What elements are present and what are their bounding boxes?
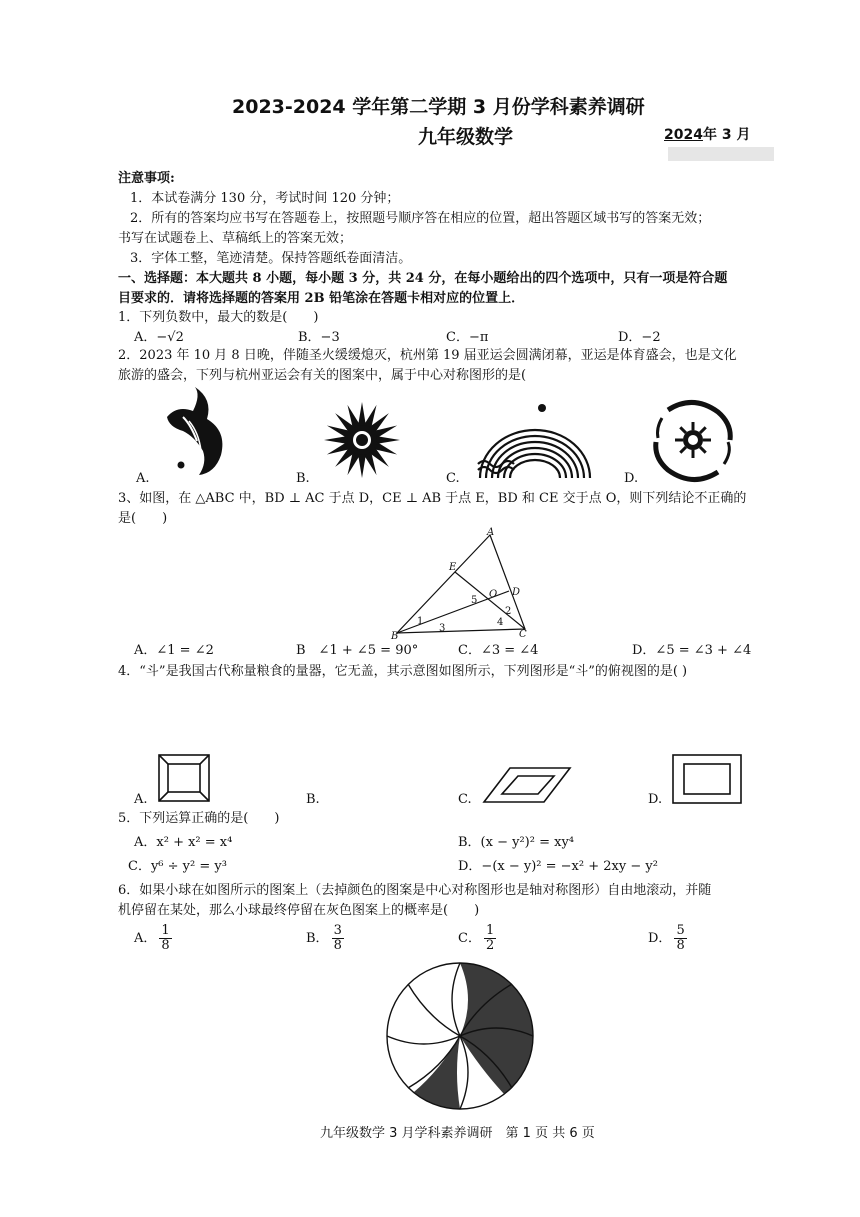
q4-option-c: C.	[458, 792, 472, 807]
fraction-denominator: 2	[485, 938, 495, 953]
q6-option-a-label: A．	[134, 931, 157, 946]
note-item: 3．字体工整，笔迹清楚。保持答题纸卷面清洁。	[130, 251, 412, 266]
q6-option-b	[306, 924, 344, 953]
q4-option-d: D.	[648, 792, 663, 807]
q4-option-a-figure	[158, 754, 210, 802]
q4-stem: 4．“斗”是我国古代称量粮食的量器，它无盖，其示意图如图所示，下列图形是“斗”的俯视图的是( )	[118, 664, 688, 679]
section-heading: 一、选择题：本大题共 8 小题，每小题 3 分，共 24 分，在每小题给出的四个选项中，只有一项是符合题	[118, 271, 728, 286]
q6-option-a-fraction	[159, 924, 171, 953]
q3-option-c: C．∠3 = ∠4	[458, 643, 539, 658]
q1-stem: 1．下列负数中，最大的数是( )	[118, 310, 319, 325]
angle-label-3: 3	[439, 623, 446, 634]
point-label-e: E	[449, 562, 457, 573]
q2-option-b: B.	[296, 471, 310, 486]
q6-stem: 6．如果小球在如图所示的图案上（去掉颜色的图案是中心对称图形也是轴对称图形）自由地滚动，并随	[118, 883, 712, 898]
q1-option-c: C．−π	[446, 330, 489, 345]
fraction-denominator: 8	[676, 938, 685, 953]
angle-label-2: 2	[505, 606, 512, 617]
section-heading-cont: 目要求的．请将选择题的答案用 2B 铅笔涂在答题卡相对应的位置上．	[118, 291, 525, 306]
q1-option-a: A．−√2	[134, 330, 184, 345]
q1-option-d: D．−2	[618, 330, 661, 345]
exam-subject: 九年级数学	[418, 126, 514, 148]
q5-option-d: D．−(x − y)² = −x² + 2xy − y²	[458, 859, 658, 874]
fraction-numerator: 3	[333, 923, 342, 938]
scan-smudge	[668, 147, 774, 161]
q3-stem-cont: 是( )	[118, 511, 168, 526]
q6-option-d-label: D．	[648, 931, 672, 946]
exam-title: 2023-2024 学年第二学期 3 月份学科素养调研	[232, 96, 645, 118]
point-label-b: B	[391, 631, 399, 640]
exam-date	[664, 124, 750, 144]
q6-stem-cont: 机停留在某处，那么小球最终停留在灰色图案上的概率是( )	[118, 903, 480, 918]
q2-option-d: D.	[624, 471, 639, 486]
q4-option-d-figure	[672, 754, 742, 804]
angle-label-5: 5	[471, 595, 478, 606]
q3-option-d: D．∠5 = ∠3 + ∠4	[632, 643, 752, 658]
q6-option-d	[648, 924, 687, 953]
q2-option-a: A.	[136, 471, 150, 486]
fraction-numerator: 1	[485, 923, 495, 938]
fraction-numerator: 1	[161, 923, 170, 938]
arc-waves-emblem-figure	[470, 398, 600, 483]
q4-option-b: B.	[306, 792, 320, 807]
shaded-circle-figure	[384, 960, 536, 1112]
q5-option-b: B．(x − y²)² = xy⁴	[458, 835, 574, 850]
q2-stem: 2．2023 年 10 月 8 日晚，伴随圣火缓缓熄灭，杭州第 19 届亚运会圆满闭幕，亚运是体育盛会，也是文化	[118, 348, 737, 363]
q6-option-c	[458, 924, 496, 953]
q2-stem-cont: 旅游的盛会，下列与杭州亚运会有关的图案中，属于中心对称图形的是(	[118, 368, 527, 383]
q6-option-b-label: B．	[306, 931, 329, 946]
notes-heading: 注意事项:	[118, 171, 175, 186]
q6-option-c-label: C．	[458, 931, 481, 946]
q6-option-c-fraction	[484, 924, 496, 953]
note-item: 1．本试卷满分 130 分，考试时间 120 分钟；	[130, 191, 400, 206]
note-item: 2．所有的答案均应书写在答题卷上，按照题号顺序答在相应的位置，超出答题区域书写的答案无效；	[130, 211, 711, 226]
q3-option-a: A．∠1 = ∠2	[134, 643, 214, 658]
q5-stem: 5．下列运算正确的是( )	[118, 811, 280, 826]
q6-option-d-fraction	[674, 924, 686, 953]
swirl-emblem-figure	[648, 398, 738, 483]
q1-option-b: B．−3	[298, 330, 340, 345]
page-footer: 九年级数学 3 月学科素养调研 第 1 页 共 6 页	[320, 1126, 595, 1141]
triangle-abc-figure	[385, 525, 535, 640]
q3-stem: 3、如图，在 △ABC 中，BD ⊥ AC 于点 D，CE ⊥ AB 于点 E，BD 和 CE 交于点 O，则下列结论不正确的	[118, 491, 747, 506]
exam-date-month: 年 3 月	[702, 127, 751, 143]
angle-label-1: 1	[417, 616, 424, 627]
q6-option-a	[134, 924, 172, 953]
whale-emblem-figure	[155, 385, 245, 480]
point-label-d: D	[512, 587, 521, 598]
point-label-o: O	[489, 589, 498, 600]
fraction-denominator: 8	[161, 938, 170, 953]
note-item: 书写在试题卷上、草稿纸上的答案无效；	[118, 231, 353, 246]
q5-option-c: C．y⁶ ÷ y² = y³	[128, 859, 227, 874]
q6-option-b-fraction	[332, 924, 344, 953]
sun-emblem-figure	[322, 400, 402, 480]
point-label-a: A	[487, 527, 495, 538]
exam-date-year: 2024	[664, 127, 703, 143]
angle-label-4: 4	[497, 617, 504, 628]
fraction-denominator: 8	[333, 938, 342, 953]
q4-option-c-figure	[482, 766, 572, 804]
point-label-c: C	[519, 629, 527, 640]
q4-option-a: A.	[134, 792, 148, 807]
q2-option-c: C.	[446, 471, 460, 486]
q3-option-b: B ∠1 + ∠5 = 90°	[296, 643, 419, 658]
q5-option-a: A．x² + x² = x⁴	[134, 835, 233, 850]
fraction-numerator: 5	[676, 923, 685, 938]
